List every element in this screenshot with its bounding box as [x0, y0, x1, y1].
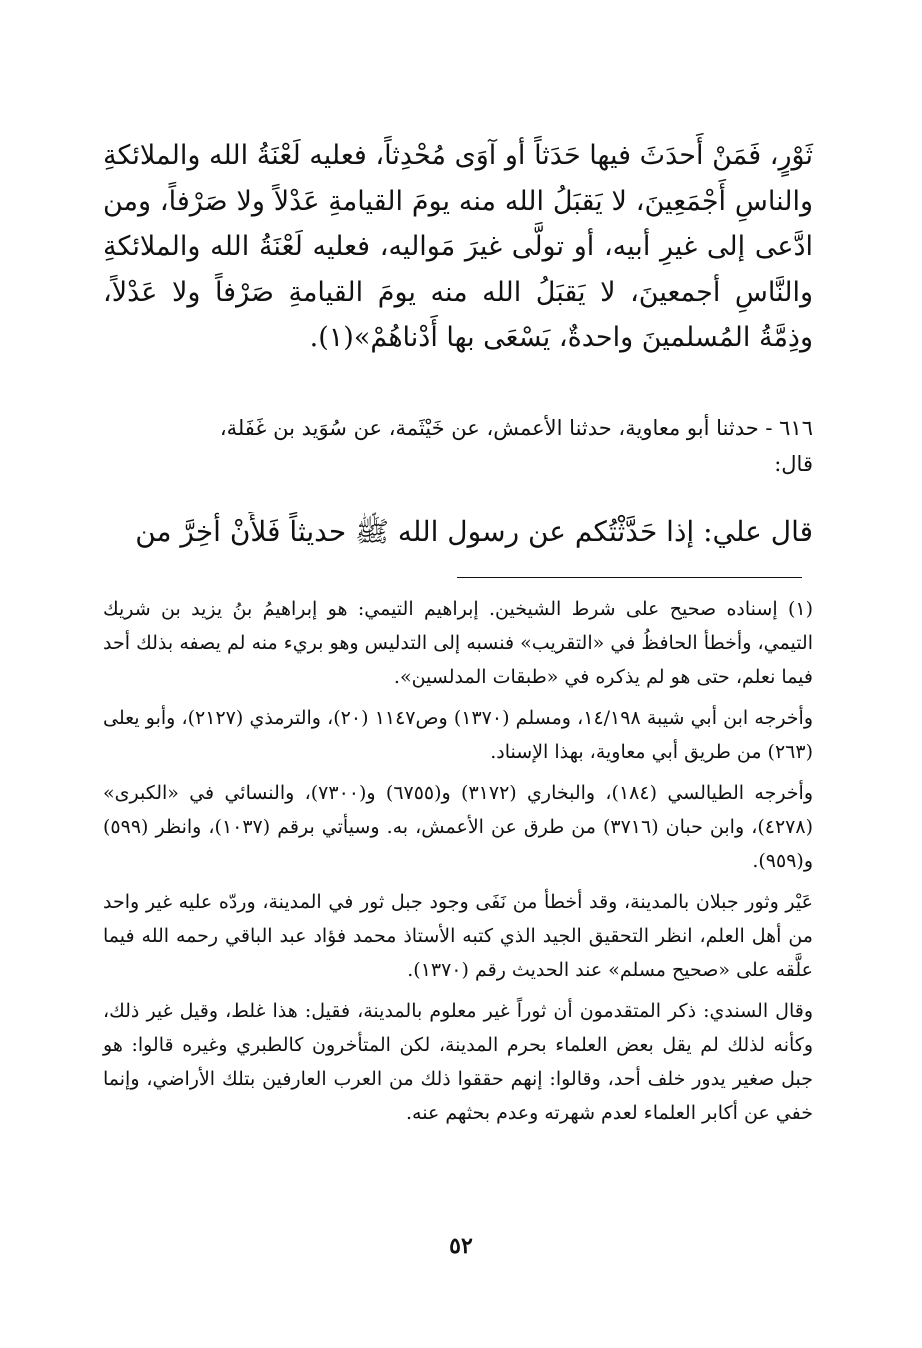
footnote-paragraph: وأخرجه الطيالسي (١٨٤)، والبخاري (٣١٧٢) و(٦٧٥٥) و(٧٣٠٠)، والنسائي في «الكبرى» (٤٢٧٨)، وابن حبان (٣٧١٦) من طرق عن الأعمش، به. وسيأتي برقم (١٠٣٧)، وانظر (٥٩٩) و(٩٥٩).	[103, 782, 814, 872]
footnote-divider	[457, 577, 802, 578]
hadith-616-chain: ٦١٦ - حدثنا أبو معاوية، حدثنا الأعمش، عن خَيْثَمة، عن سُوَيد بن غَفَلة،	[219, 416, 813, 440]
hadith-616-quote: قال علي: إذا حَدَّثْتُكم عن رسول الله ﷺ حديثاً فَلأَنْ أَخِرَّ من	[135, 515, 813, 548]
page-number: ٥٢	[449, 1233, 473, 1259]
footnote-paragraph: عَيْر وثور جبلان بالمدينة، وقد أخطأ من نَفَى وجود جبل ثور في المدينة، وردّه عليه غير واحد من أهل العلم، انظر التحقيق الجيد الذي كتبه الأستاذ محمد فؤاد عبد الباقي رحمه الله فيما علَّقه على «صحيح مسلم» عند الحديث رقم (١٣٧٠).	[103, 891, 813, 981]
footnote-paragraph: (١) إسناده صحيح على شرط الشيخين. إبراهيم التيمي: هو إبراهيمُ بنُ يزيد بن شريك التيمي، وأخطأ الحافظُ في «التقريب» فنسبه إلى التدليس وهو بريء منه لم يصفه بذلك أحد فيما نعلم، حتى هو لم يذكره في «طبقات المدلسين».	[103, 598, 813, 688]
hadith-616-qala: قال:	[774, 452, 813, 476]
hadith-continuation-text: ثَوْرٍ، فَمَنْ أَحدَثَ فيها حَدَثاً أو آوَى مُحْدِثاً، فعليه لَعْنَةُ الله والملائكةِ والناسِ أَجْمَعِينَ، لا يَقبَلُ الله منه يومَ القيامةِ عَدْلاً ولا صَرْفاً، ومن ادَّعى إلى غيرِ أبيه، أو تولَّى غيرَ مَواليه، فعليه لَعْنَةُ الله والملائكةِ والنَّاسِ أجمعينَ، لا يَقبَلُ الله منه يومَ القيامةِ صَرْفاً ولا عَدْلاً، وذِمَّةُ المُسلمينَ واحدةٌ، يَسْعَى بها أَدْناهُمْ»(١).	[103, 140, 813, 353]
footnote-paragraph: وأخرجه ابن أبي شيبة ١٤/١٩٨، ومسلم (١٣٧٠) وص١١٤٧ (٢٠)، والترمذي (٢١٢٧)، وأبو يعلى (٢٦٣) من طريق أبي معاوية، بهذا الإسناد.	[103, 707, 813, 763]
footnotes-section	[103, 592, 813, 1137]
footnote-paragraph: وقال السندي: ذكر المتقدمون أن ثوراً غير معلوم بالمدينة، فقيل: هذا غلط، وقيل غير ذلك، وكأنه لذلك لم يقل بعض العلماء بحرم المدينة، لكن المتأخرون كالطبري وغيره قالوا: هو جبل صغير يدور خلف أحد، وقالوا: إنهم حققوا ذلك من العرب العارفين بتلك الأراضي، وإنما خفي عن أكابر العلماء لعدم شهرته وعدم بحثهم عنه.	[103, 1000, 813, 1124]
